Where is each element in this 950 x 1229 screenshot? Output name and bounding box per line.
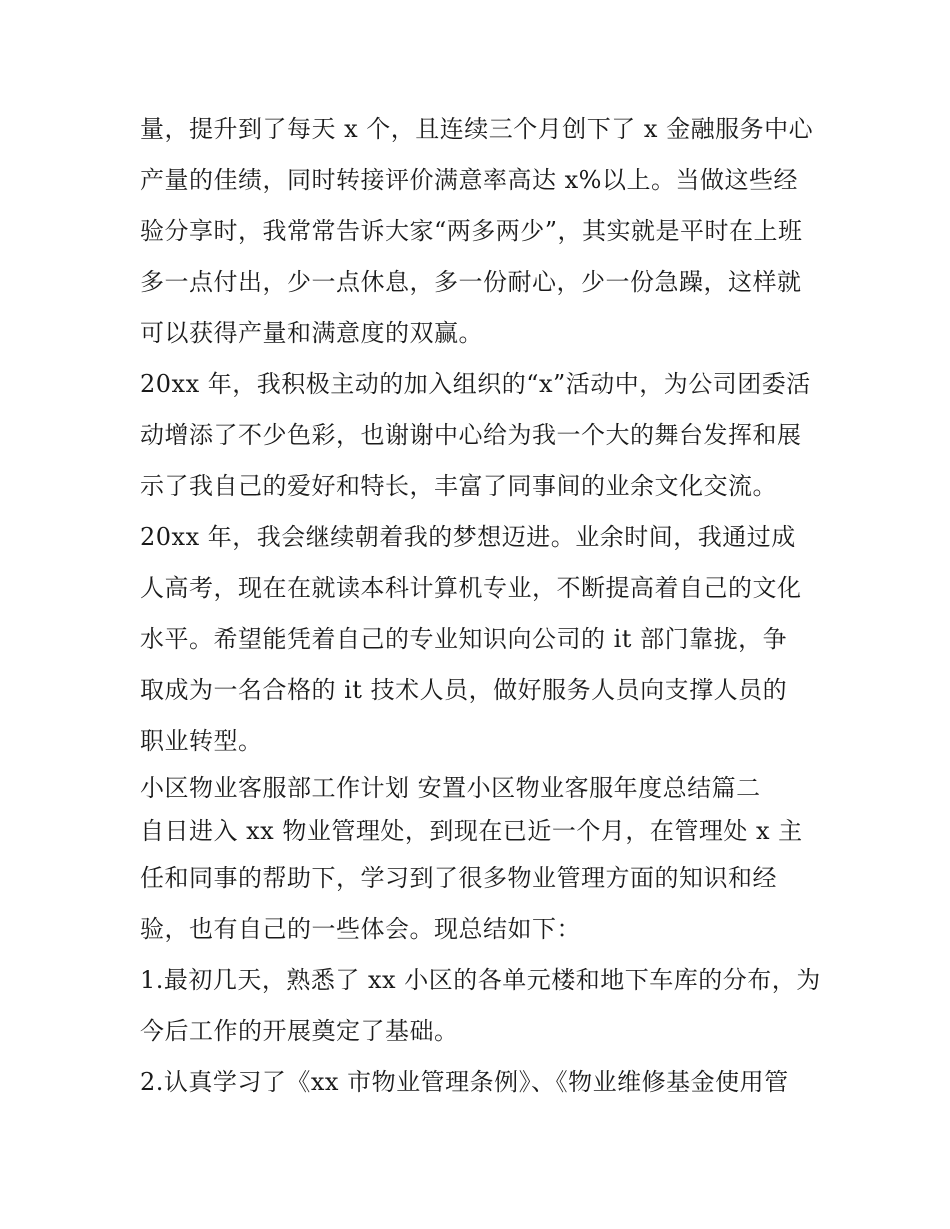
document-body [140,104,830,1108]
text-line: 动增添了不少色彩，也谢谢中心给为我一个大的舞台发挥和展 [140,421,802,449]
text-line: 验，也有自己的一些体会。现总结如下： [140,915,581,943]
text-line: 任和同事的帮助下，学习到了很多物业管理方面的知识和经 [140,864,777,892]
text-line: 量，提升到了每天 x 个，且连续三个月创下了 x 金融服务中心 [140,115,814,143]
list-item: 1.最初几天，熟悉了 xx 小区的各单元楼和地下车库的分布，为 [140,966,821,994]
text-line: 职业转型。 [140,727,263,755]
text-line: 验分享时，我常常告诉大家“两多两少”，其实就是平时在上班 [140,217,803,245]
text-line: 自日进入 xx 物业管理处，到现在已近一个月，在管理处 x 主 [140,817,803,845]
text-line: 20xx 年，我会继续朝着我的梦想迈进。业余时间，我通过成 [140,523,796,551]
text-line: 取成为一名合格的 it 技术人员，做好服务人员向支撑人员的 [140,676,788,704]
section-heading: 小区物业客服部工作计划 安置小区物业客服年度总结篇二 [140,774,761,802]
text-line: 示了我自己的爱好和特长，丰富了同事间的业余文化交流。 [140,472,777,500]
text-line: 20xx 年，我积极主动的加入组织的“x”活动中，为公司团委活 [140,370,811,398]
text-line: 水平。希望能凭着自己的专业知识向公司的 it 部门靠拢，争 [140,625,788,653]
text-line: 可以获得产量和满意度的双赢。 [140,319,483,347]
text-line: 产量的佳绩，同时转接评价满意率高达 x%以上。当做这些经 [140,166,798,194]
text-line: 人高考，现在在就读本科计算机专业，不断提高着自己的文化 [140,574,802,602]
text-line: 今后工作的开展奠定了基础。 [140,1017,459,1045]
text-line: 多一点付出，少一点休息，多一份耐心，少一份急躁，这样就 [140,268,802,296]
list-item: 2.认真学习了《xx 市物业管理条例》、《物业维修基金使用管 [140,1068,789,1096]
